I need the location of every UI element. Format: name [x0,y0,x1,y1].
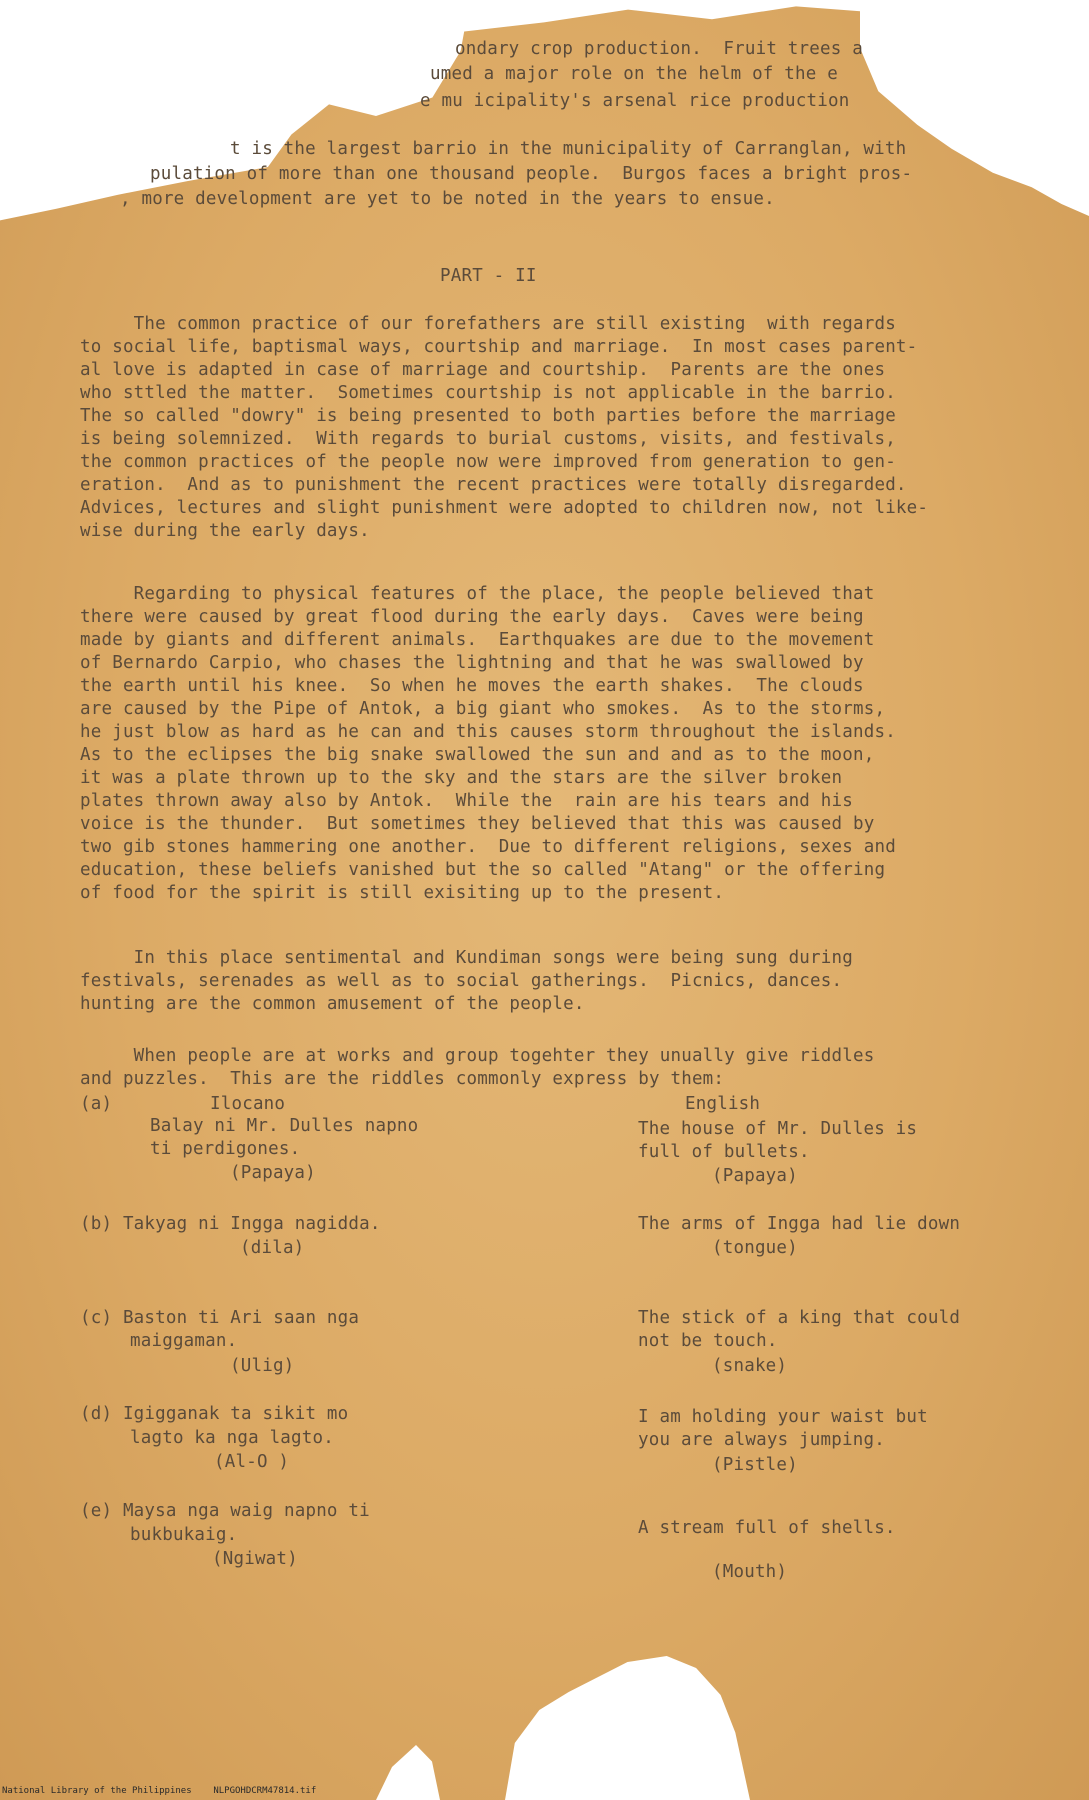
part-heading: PART - II [440,266,537,286]
riddle-english-line: The stick of a king that could [638,1308,961,1328]
p2-line: two gib stones hammering one another. Due to different religions, sexes and [80,837,896,857]
riddle-ilocano-line: (d) Igigganak ta sikit mo [80,1404,349,1424]
riddle-ilocano-line: (c) Baston ti Ari saan nga [80,1308,360,1328]
p1-line: al love is adapted in case of marriage and courtship. Parents are the ones [80,360,886,380]
p1-line: wise during the early days. [80,521,370,541]
p4-line: and puzzles. This are the riddles commonly express by them: [80,1069,725,1089]
riddle-ilocano-answer: (Ngiwat) [212,1549,298,1569]
column-header-english: English [685,1094,761,1114]
riddle-english-line: not be touch. [638,1331,778,1351]
p2-line: there were caused by great flood during the early days. Caves were being [80,607,864,627]
p2-line: he just blow as hard as he can and this causes storm throughout the islands. [80,722,896,742]
riddle-ilocano-line: bukbukaig. [130,1525,238,1545]
riddle-ilocano-line: (e) Maysa nga waig napno ti [80,1501,370,1521]
p1-line: The common practice of our forefathers are still existing with regards [80,314,896,334]
p2-line: the earth until his knee. So when he moves the earth shakes. The clouds [80,676,864,696]
p3-line: festivals, serenades as well as to social gatherings. Picnics, dances. [80,971,843,991]
top-line-4: t is the largest barrio in the municipality of Carranglan, with [230,139,907,159]
p2-line: education, these beliefs vanished but the so called "Atang" or the offering [80,860,886,880]
riddle-english-line: I am holding your waist but [638,1407,928,1427]
p2-line: voice is the thunder. But sometimes they believed that this was caused by [80,814,875,834]
riddle-label-a: (a) [80,1094,113,1114]
p1-line: eration. And as to punishment the recent practices were totally disregarded. [80,475,907,495]
p2-line: it was a plate thrown up to the sky and the stars are the silver broken [80,768,843,788]
p2-line: are caused by the Pipe of Antok, a big giant who smokes. As to the storms, [80,699,886,719]
riddle-english-line: full of bullets. [638,1142,810,1162]
riddle-ilocano-line: (b) Takyag ni Ingga nagidda. [80,1214,381,1234]
archive-footer: National Library of the Philippines NLPGOHDCRM47814.tif [2,1786,317,1796]
p1-line: is being solemnized. With regards to burial customs, visits, and festivals, [80,429,896,449]
p1-line: the common practices of the people now were improved from generation to gen- [80,452,896,472]
p2-line: made by giants and different animals. Earthquakes are due to the movement [80,630,875,650]
p2-line: of food for the spirit is still exisiting up to the present. [80,883,725,903]
top-line-5: pulation of more than one thousand people. Burgos faces a bright pros- [150,164,913,184]
p1-line: Advices, lectures and slight punishment were adopted to children now, not like- [80,498,929,518]
top-line-1: ondary crop production. Fruit trees a [455,39,863,59]
riddle-english-line: The house of Mr. Dulles is [638,1119,918,1139]
riddle-english-line: The arms of Ingga had lie down [638,1214,961,1234]
riddle-ilocano-answer: (Al-O ) [214,1452,290,1472]
riddle-english-answer: (snake) [712,1356,788,1376]
p1-line: to social life, baptismal ways, courtship and marriage. In most cases parent- [80,337,918,357]
riddle-ilocano-line: Balay ni Mr. Dulles napno [150,1116,419,1136]
top-line-6: , more development are yet to be noted in the years to ensue. [120,189,775,209]
riddle-ilocano-answer: (dila) [240,1238,305,1258]
p4-line: When people are at works and group togehter they unually give riddles [80,1046,875,1066]
top-line-2: umed a major role on the helm of the e [430,64,838,84]
p2-line: plates thrown away also by Antok. While the rain are his tears and his [80,791,853,811]
riddle-ilocano-line: ti perdigones. [150,1139,301,1159]
riddle-english-answer: (tongue) [712,1238,798,1258]
riddle-english-answer: (Mouth) [712,1562,788,1582]
column-header-ilocano: Ilocano [210,1094,286,1114]
p1-line: The so called "dowry" is being presented to both parties before the marriage [80,406,896,426]
riddle-english-answer: (Pistle) [712,1455,798,1475]
p2-line: As to the eclipses the big snake swallowed the sun and and as to the moon, [80,745,875,765]
p1-line: who sttled the matter. Sometimes courtship is not applicable in the barrio. [80,383,896,403]
riddle-english-line: A stream full of shells. [638,1518,896,1538]
p3-line: In this place sentimental and Kundiman songs were being sung during [80,948,853,968]
riddle-english-answer: (Papaya) [712,1166,798,1186]
top-line-3: e mu icipality's arsenal rice production [420,91,850,111]
p2-line: of Bernardo Carpio, who chases the lightning and that he was swallowed by [80,653,864,673]
riddle-english-line: you are always jumping. [638,1430,885,1450]
riddle-ilocano-answer: (Papaya) [230,1163,316,1183]
riddle-ilocano-line: lagto ka nga lagto. [130,1428,334,1448]
riddle-ilocano-line: maiggaman. [130,1331,238,1351]
p3-line: hunting are the common amusement of the people. [80,994,585,1014]
p2-line: Regarding to physical features of the place, the people believed that [80,584,875,604]
riddle-ilocano-answer: (Ulig) [230,1356,295,1376]
